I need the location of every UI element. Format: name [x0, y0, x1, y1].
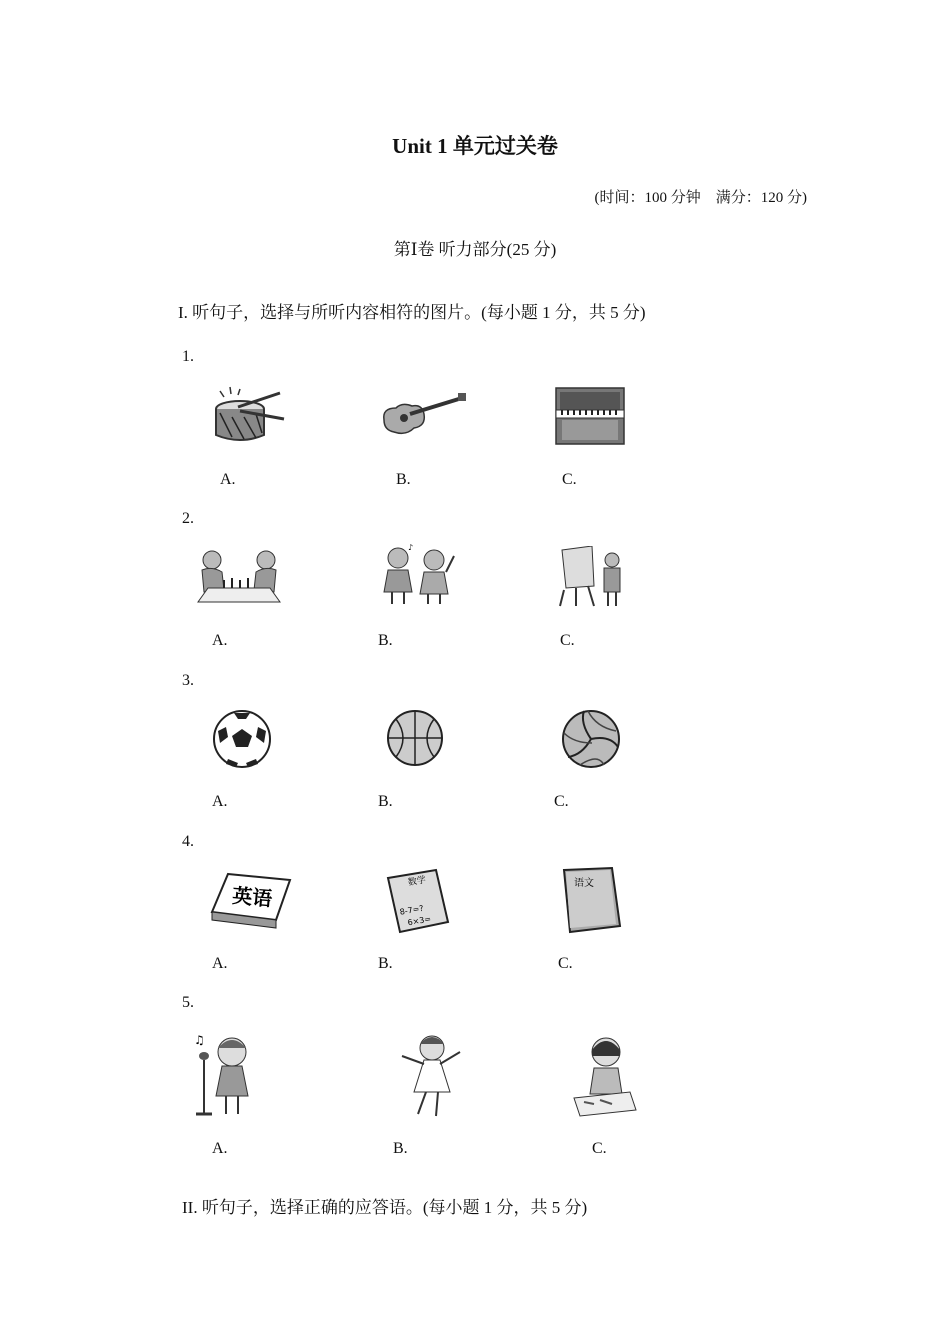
option-label: C. [558, 955, 573, 972]
guitar-icon [380, 390, 470, 440]
option-label: A. [212, 1140, 228, 1157]
page-title: Unit 1 单元过关卷 [392, 134, 558, 158]
soccer-ball-icon [212, 709, 272, 769]
girl-dancing-icon [396, 1030, 466, 1120]
volleyball-icon [560, 709, 622, 769]
english-book-icon [210, 870, 292, 930]
kids-drawing-icon [558, 546, 624, 608]
svg-text:8-7=?: 8-7=? [399, 903, 425, 917]
option-label: A. [220, 471, 236, 488]
part-heading: 第Ⅰ卷 听力部分(25 分) [393, 240, 557, 259]
chinese-book-icon [560, 866, 624, 934]
option-label: B. [378, 632, 393, 649]
svg-text:♪: ♪ [408, 543, 414, 552]
question-number: 4. [182, 833, 194, 850]
kids-playing-chess-icon [194, 546, 284, 608]
question-number: 2. [182, 510, 194, 527]
section-2-heading: II. 听句子，选择正确的应答语。(每小题 1 分，共 5 分) [182, 1198, 588, 1217]
option-label: C. [562, 471, 577, 488]
option-label: B. [378, 955, 393, 972]
book-title: 语文 [574, 878, 594, 889]
math-book-icon [386, 868, 452, 934]
basketball-icon [386, 709, 444, 767]
option-label: B. [378, 793, 393, 810]
option-label: C. [592, 1140, 607, 1157]
exam-meta: (时间：100 分钟 满分：120 分) [594, 190, 807, 206]
option-label: A. [212, 632, 228, 649]
svg-text:6×3=: 6×3= [406, 914, 432, 928]
girl-singing-icon [192, 1030, 262, 1120]
option-label: A. [212, 793, 228, 810]
section-1-heading: I. 听句子，选择与所听内容相符的图片。(每小题 1 分，共 5 分) [178, 303, 646, 322]
question-number: 3. [182, 672, 194, 689]
question-number: 1. [182, 348, 194, 365]
option-label: B. [396, 471, 411, 488]
option-label: C. [554, 793, 569, 810]
svg-text:♫: ♫ [194, 1033, 205, 1047]
question-number: 5. [182, 994, 194, 1011]
option-label: A. [212, 955, 228, 972]
book-title: 英语 [231, 883, 274, 911]
option-label: B. [393, 1140, 408, 1157]
kids-singing-icon [378, 542, 458, 608]
option-label: C. [560, 632, 575, 649]
drum-icon [210, 383, 290, 447]
piano-icon [552, 386, 628, 448]
girl-drawing-icon [570, 1032, 640, 1118]
book-title: 数学 [407, 875, 427, 889]
